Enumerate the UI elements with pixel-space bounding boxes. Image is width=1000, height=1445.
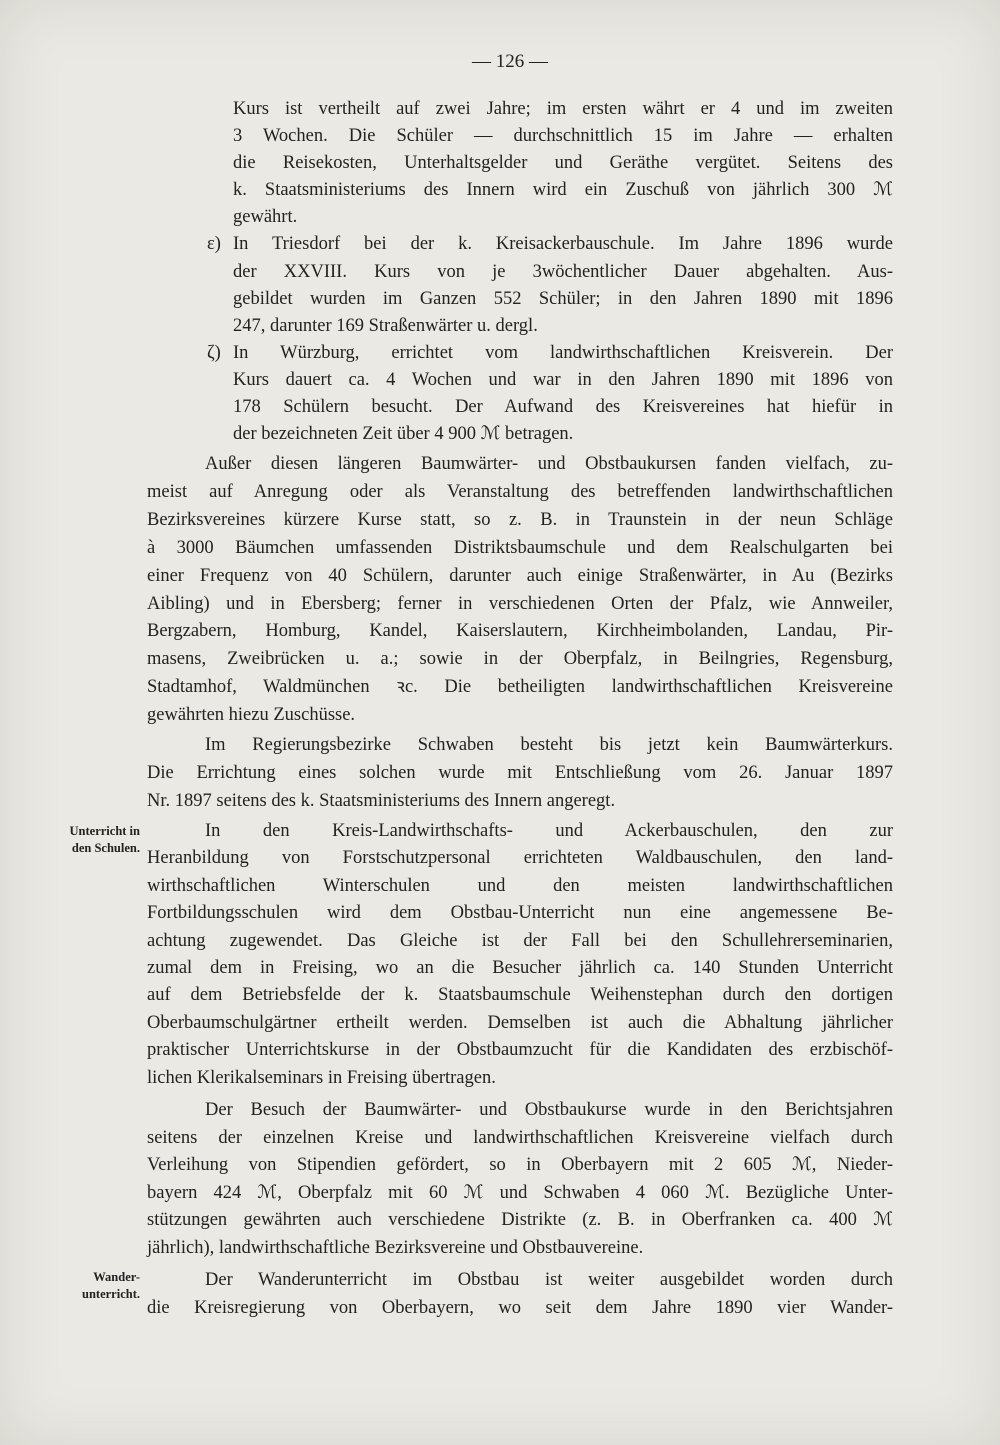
text-line: Der Wanderunterricht im Obstbau ist weiter ausgebildet worden durch xyxy=(205,1270,893,1290)
margin-note-line: Unterricht in xyxy=(69,824,140,838)
paragraph xyxy=(147,451,893,730)
paragraph xyxy=(147,1097,893,1263)
page-number: — 126 — xyxy=(472,51,548,72)
margin-note-line: Wander- xyxy=(93,1270,140,1284)
text-line: Stadtamhof, Waldmünchen ꝛc. Die betheiligten landwirthschaftlichen Kreisvereine xyxy=(147,677,893,698)
text-line: masens, Zweibrücken u. a.; sowie in der Oberpfalz, in Beilngries, Regensburg, xyxy=(147,649,893,670)
text-line: praktischer Unterrichtskurse in der Obstbaumzucht für die Kandidaten des erzbischöf- xyxy=(147,1040,893,1061)
text-line: Heranbildung von Forstschutzpersonal errichteten Waldbauschulen, den land- xyxy=(147,848,893,869)
text-line: jährlich), landwirthschaftliche Bezirksvereine und Obstbauvereine. xyxy=(147,1237,644,1258)
text-line: meist auf Anregung oder als Veranstaltung des betreffenden landwirthschaftlichen xyxy=(147,481,893,502)
margin-note-line: unterricht. xyxy=(82,1287,140,1301)
list-item-label: ζ) xyxy=(207,342,221,363)
text-line: auf dem Betriebsfelde der k. Staatsbaumschule Weihenstephan durch den dortigen xyxy=(147,985,893,1006)
text-line: 3 Wochen. Die Schüler — durchschnittlich 15 im Jahre — erhalten xyxy=(233,126,893,147)
text-line: wirthschaftlichen Winterschulen und den meisten landwirthschaftlichen xyxy=(147,875,893,896)
text-line: Verleihung von Stipendien gefördert, so in Oberbayern mit 2 605 ℳ, Nieder- xyxy=(147,1155,893,1176)
text-line: Nr. 1897 seitens des k. Staatsministeriums des Innern angeregt. xyxy=(147,791,616,811)
text-line: seitens der einzelnen Kreise und landwirthschaftlichen Kreisvereine vielfach durch xyxy=(147,1127,893,1148)
text-line: bayern 424 ℳ, Oberpfalz mit 60 ℳ und Schwaben 4 060 ℳ. Bezügliche Unter- xyxy=(147,1182,893,1203)
text-line: einer Frequenz von 40 Schülern, darunter auch einige Straßenwärter, in Au (Bezirks xyxy=(147,565,893,586)
text-line: Der Besuch der Baumwärter- und Obstbaukurse wurde in den Berichtsjahren xyxy=(205,1100,893,1120)
list-item-first-line xyxy=(207,231,893,258)
text-line: die Reisekosten, Unterhaltsgelder und Geräthe vergütet. Seitens des xyxy=(233,153,893,174)
text-line: stützungen gewährten auch verschiedene Distrikte (z. B. in Oberfranken ca. 400 ℳ xyxy=(147,1210,893,1231)
margin-note xyxy=(38,1269,140,1303)
text-line: In den Kreis-Landwirthschafts- und Ackerbauschulen, den zur xyxy=(205,821,893,841)
paragraph xyxy=(147,1266,893,1322)
text-line: lichen Klerikalseminars in Freising übertragen. xyxy=(147,1067,496,1088)
text-line: gewährten hiezu Zuschüsse. xyxy=(147,705,356,726)
text-line: Außer diesen längeren Baumwärter- und Obstbaukursen fanden vielfach, zu- xyxy=(205,454,893,474)
text-line: Kurs ist vertheilt auf zwei Jahre; im ersten währt er 4 und im zweiten xyxy=(233,99,893,119)
text-line: die Kreisregierung von Oberbayern, wo seit dem Jahre 1890 vier Wander- xyxy=(147,1298,893,1318)
paragraph xyxy=(147,731,893,815)
text-line: Bezirksvereines kürzere Kurse statt, so z. B. in Traunstein in der neun Schläge xyxy=(147,509,893,530)
text-line: gebildet wurden im Ganzen 552 Schüler; in den Jahren 1890 mit 1896 xyxy=(233,288,893,309)
text-line: Im Regierungsbezirke Schwaben besteht bis jetzt kein Baumwärterkurs. xyxy=(205,735,893,755)
text-line: Aibling) und in Ebersberg; ferner in verschiedenen Orten der Pfalz, wie Annweiler, xyxy=(147,593,893,614)
list-item-first-line xyxy=(207,340,893,367)
margin-note xyxy=(38,823,140,857)
paragraph xyxy=(147,818,893,1092)
text-line: In Würzburg, errichtet vom landwirthschaftlichen Kreisverein. Der xyxy=(233,342,893,363)
text-line: der bezeichneten Zeit über 4 900 ℳ betragen. xyxy=(233,424,574,445)
enumerated-list xyxy=(207,96,893,448)
list-item-label: ε) xyxy=(207,234,221,255)
text-line: Die Errichtung eines solchen wurde mit Entschließung vom 26. Januar 1897 xyxy=(147,763,893,783)
text-line: Bergzabern, Homburg, Kandel, Kaiserslautern, Kirchheimbolanden, Landau, Pir- xyxy=(147,621,893,642)
text-line: Oberbaumschulgärtner ertheilt werden. Demselben ist auch die Abhaltung jährlicher xyxy=(147,1012,893,1033)
text-line: 247, darunter 169 Straßenwärter u. dergl. xyxy=(233,315,538,336)
text-line: Fortbildungsschulen wird dem Obstbau-Unterricht nun eine angemessene Be- xyxy=(147,903,893,924)
text-line: k. Staatsministeriums des Innern wird ein Zuschuß von jährlich 300 ℳ xyxy=(233,180,893,201)
text-line: gewährt. xyxy=(233,207,298,228)
text-line: In Triesdorf bei der k. Kreisackerbauschule. Im Jahre 1896 wurde xyxy=(233,234,893,255)
text-line: der XXVIII. Kurs von je 3wöchentlicher Dauer abgehalten. Aus- xyxy=(233,261,893,282)
text-line: achtung zugewendet. Das Gleiche ist der Fall bei den Schullehrerseminarien, xyxy=(147,930,893,951)
text-line: 178 Schülern besucht. Der Aufwand des Kreisvereines hat hiefür in xyxy=(233,397,893,418)
text-line: zumal dem in Freising, wo an die Besucher jährlich ca. 140 Stunden Unterricht xyxy=(147,958,893,979)
text-line: à 3000 Bäumchen umfassenden Distriktsbaumschule und dem Realschulgarten bei xyxy=(147,537,893,558)
text-line: Kurs dauert ca. 4 Wochen und war in den Jahren 1890 mit 1896 von xyxy=(233,369,893,390)
margin-note-line: den Schulen. xyxy=(71,841,140,855)
